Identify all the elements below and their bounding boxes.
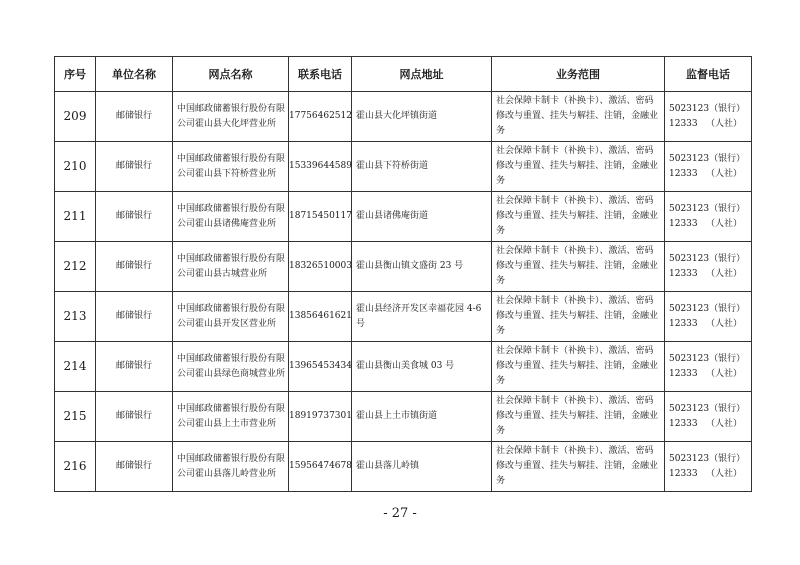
row-branch: 中国邮政储蓄银行股份有限公司霍山县诸佛庵营业所: [173, 192, 289, 242]
row-supervision: [665, 392, 752, 442]
row-unit: 邮储银行: [96, 392, 173, 442]
supervision-hr-number: 12333: [669, 168, 698, 179]
row-branch: 中国邮政储蓄银行股份有限公司霍山县上土市营业所: [173, 392, 289, 442]
row-address: 霍山县诸佛庵街道: [352, 192, 492, 242]
header-supervision: 监督电话: [665, 57, 752, 92]
row-scope: 社会保障卡制卡（补换卡）、激活、密码修改与重置、挂失与解挂、注销，金融业务: [492, 342, 665, 392]
row-branch: 中国邮政储蓄银行股份有限公司霍山县开发区营业所: [173, 292, 289, 342]
row-address: 霍山县衡山镇文盛街 23 号: [352, 242, 492, 292]
supervision-hr-org: （人社）: [705, 318, 742, 329]
row-serial: 216: [55, 442, 96, 492]
row-scope: 社会保障卡制卡（补换卡）、激活、密码修改与重置、挂失与解挂、注销，金融业务: [492, 292, 665, 342]
row-supervision: [665, 142, 752, 192]
row-supervision: [665, 242, 752, 292]
row-address: 霍山县上土市镇街道: [352, 392, 492, 442]
row-scope: 社会保障卡制卡（补换卡）、激活、密码修改与重置、挂失与解挂、注销，金融业务: [492, 142, 665, 192]
row-serial: 215: [55, 392, 96, 442]
supervision-bank: 5023123（银行）: [669, 453, 746, 464]
supervision-bank: 5023123（银行）: [669, 303, 746, 314]
supervision-hr: [669, 167, 748, 182]
row-phone: 17756462512: [289, 92, 352, 142]
supervision-hr: [669, 417, 748, 432]
row-phone: 18919737301: [289, 392, 352, 442]
page-number: - 27 -: [383, 506, 417, 521]
row-scope: 社会保障卡制卡（补换卡）、激活、密码修改与重置、挂失与解挂、注销，金融业务: [492, 442, 665, 492]
table-row: [55, 392, 752, 442]
row-branch: 中国邮政储蓄银行股份有限公司霍山县下符桥营业所: [173, 142, 289, 192]
row-phone: 15339644589: [289, 142, 352, 192]
supervision-hr-org: （人社）: [705, 418, 742, 429]
supervision-hr-number: 12333: [669, 268, 698, 279]
row-branch: 中国邮政储蓄银行股份有限公司霍山县大化坪营业所: [173, 92, 289, 142]
service-point-table-container: [54, 56, 752, 492]
row-serial: 212: [55, 242, 96, 292]
row-address: 霍山县经济开发区幸福花园 4-6 号: [352, 292, 492, 342]
supervision-hr-org: （人社）: [705, 468, 742, 479]
row-unit: 邮储银行: [96, 192, 173, 242]
supervision-hr: [669, 467, 748, 482]
table-row: [55, 242, 752, 292]
header-serial: 序号: [55, 57, 96, 92]
table-row: [55, 442, 752, 492]
row-unit: 邮储银行: [96, 242, 173, 292]
row-address: 霍山县衡山美食城 03 号: [352, 342, 492, 392]
supervision-hr-number: 12333: [669, 118, 698, 129]
supervision-hr-number: 12333: [669, 418, 698, 429]
supervision-bank: 5023123（银行）: [669, 153, 746, 164]
service-point-table: [54, 56, 752, 492]
supervision-hr-org: （人社）: [705, 268, 742, 279]
table-row: [55, 192, 752, 242]
supervision-hr-number: 12333: [669, 218, 698, 229]
row-phone: 18326510003: [289, 242, 352, 292]
supervision-bank: 5023123（银行）: [669, 203, 746, 214]
row-scope: 社会保障卡制卡（补换卡）、激活、密码修改与重置、挂失与解挂、注销，金融业务: [492, 192, 665, 242]
row-serial: 210: [55, 142, 96, 192]
supervision-hr: [669, 317, 748, 332]
supervision-bank: 5023123（银行）: [669, 253, 746, 264]
row-phone: 13965453434: [289, 342, 352, 392]
row-address: 霍山县大化坪镇街道: [352, 92, 492, 142]
supervision-hr-org: （人社）: [705, 168, 742, 179]
row-address: 霍山县下符桥街道: [352, 142, 492, 192]
header-scope: 业务范围: [492, 57, 665, 92]
row-serial: 213: [55, 292, 96, 342]
row-phone: 13856461621: [289, 292, 352, 342]
row-supervision: [665, 342, 752, 392]
supervision-hr-org: （人社）: [705, 118, 742, 129]
row-serial: 214: [55, 342, 96, 392]
row-branch: 中国邮政储蓄银行股份有限公司霍山县绿色商城营业所: [173, 342, 289, 392]
row-unit: 邮储银行: [96, 442, 173, 492]
row-phone: 15956474678: [289, 442, 352, 492]
row-supervision: [665, 92, 752, 142]
row-branch: 中国邮政储蓄银行股份有限公司霍山县落儿岭营业所: [173, 442, 289, 492]
table-header-row: [55, 57, 752, 92]
row-serial: 211: [55, 192, 96, 242]
table-row: [55, 342, 752, 392]
supervision-bank: 5023123（银行）: [669, 403, 746, 414]
row-unit: 邮储银行: [96, 292, 173, 342]
supervision-hr: [669, 267, 748, 282]
table-row: [55, 142, 752, 192]
header-branch: 网点名称: [173, 57, 289, 92]
row-scope: 社会保障卡制卡（补换卡）、激活、密码修改与重置、挂失与解挂、注销，金融业务: [492, 92, 665, 142]
supervision-hr-org: （人社）: [705, 368, 742, 379]
table-row: [55, 92, 752, 142]
row-supervision: [665, 292, 752, 342]
supervision-hr: [669, 217, 748, 232]
supervision-bank: 5023123（银行）: [669, 103, 746, 114]
row-address: 霍山县落儿岭镇: [352, 442, 492, 492]
header-address: 网点地址: [352, 57, 492, 92]
row-unit: 邮储银行: [96, 92, 173, 142]
row-supervision: [665, 192, 752, 242]
row-branch: 中国邮政储蓄银行股份有限公司霍山县古城营业所: [173, 242, 289, 292]
row-scope: 社会保障卡制卡（补换卡）、激活、密码修改与重置、挂失与解挂、注销，金融业务: [492, 392, 665, 442]
supervision-hr-number: 12333: [669, 368, 698, 379]
supervision-hr: [669, 117, 748, 132]
header-phone: 联系电话: [289, 57, 352, 92]
supervision-hr-number: 12333: [669, 468, 698, 479]
row-unit: 邮储银行: [96, 342, 173, 392]
row-scope: 社会保障卡制卡（补换卡）、激活、密码修改与重置、挂失与解挂、注销，金融业务: [492, 242, 665, 292]
row-serial: 209: [55, 92, 96, 142]
row-phone: 18715450117: [289, 192, 352, 242]
row-supervision: [665, 442, 752, 492]
supervision-bank: 5023123（银行）: [669, 353, 746, 364]
table-row: [55, 292, 752, 342]
supervision-hr-org: （人社）: [705, 218, 742, 229]
supervision-hr: [669, 367, 748, 382]
supervision-hr-number: 12333: [669, 318, 698, 329]
header-unit: 单位名称: [96, 57, 173, 92]
row-unit: 邮储银行: [96, 142, 173, 192]
